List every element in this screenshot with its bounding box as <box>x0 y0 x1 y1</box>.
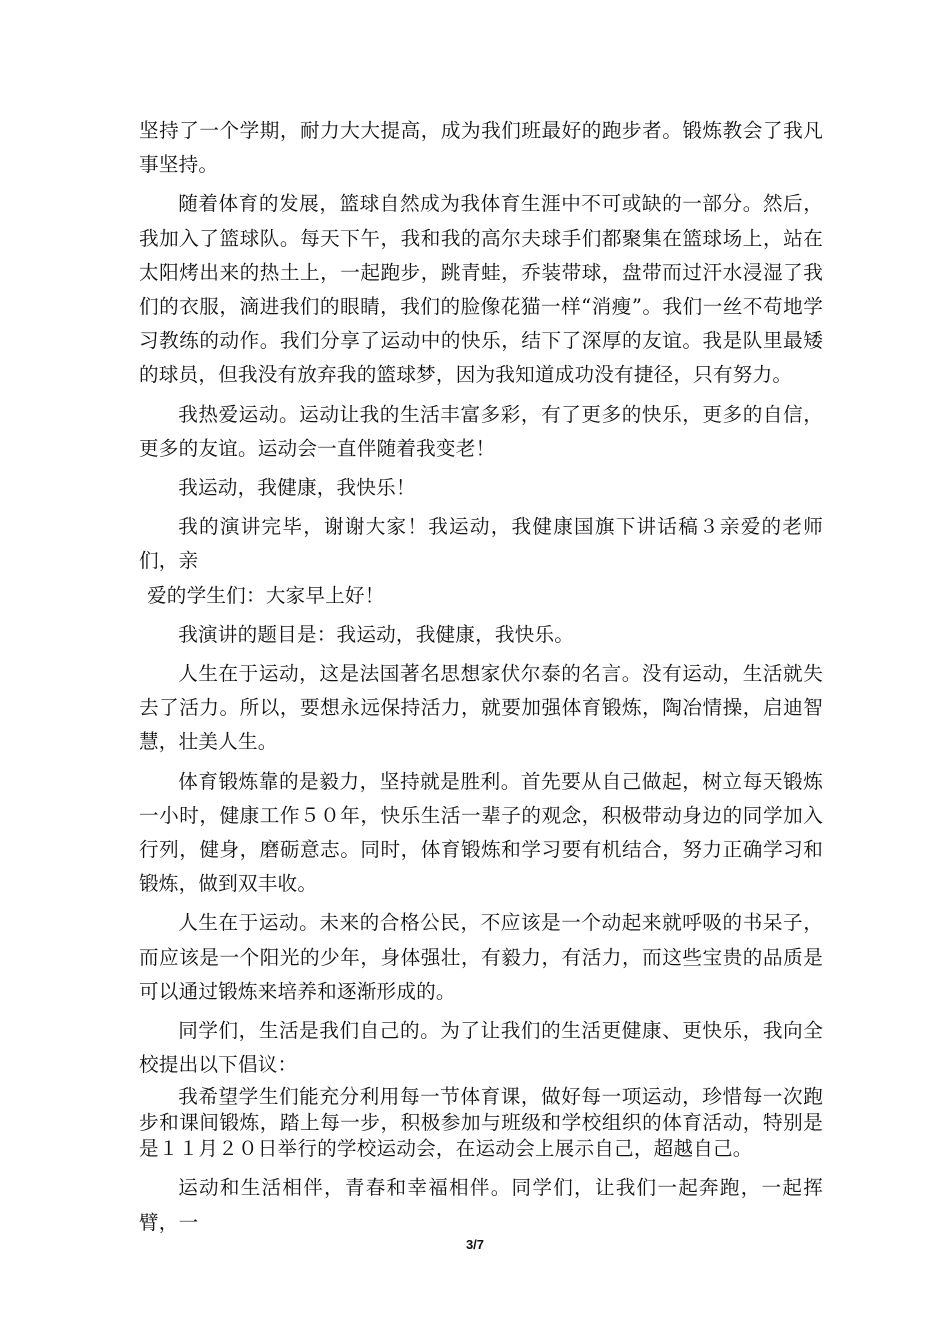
paragraph: 随着体育的发展，篮球自然成为我体育生涯中不可或缺的一部分。然后，我加入了篮球队。每天下午，我和我的高尔夫球手们都聚集在篮球场上，站在太阳烤出来的热土上，一起跑步，跳青蛙，乔装带球，盘带而过汗水浸湿了我们的衣服，滴进我们的眼睛，我们的脸像花猫一样“消瘦”。我们一丝不苟地学习教练的动作。我们分享了运动中的快乐，结下了深厚的友谊。我是队里最矮的球员，但我没有放弃我的篮球梦，因为我知道成功没有捷径，只有努力。 <box>139 192 823 387</box>
paragraph: 我希望学生们能充分利用每一节体育课，做好每一项运动，珍惜每一次跑步和课间锻炼，踏上每一步，积极参加与班级和学校组织的体育活动，特别是是１１月２０日举行的学校运动会，在运动会上展示自己，超越自己。 <box>139 1085 823 1161</box>
paragraph: 同学们，生活是我们自己的。为了让我们的生活更健康、更快乐，我向全校提出以下倡议： <box>139 1019 823 1077</box>
document-body <box>139 114 823 1240</box>
paragraph: 人生在于运动。未来的合格公民，不应该是一个动起来就呼吸的书呆子，而应该是一个阳光的少年，身体强壮，有毅力，有活力，而这些宝贵的品质是可以通过锻炼来培养和逐渐形成的。 <box>139 911 823 1003</box>
paragraph: 运动和生活相伴，青春和幸福相伴。同学们，让我们一起奔跑，一起挥臂，一 <box>139 1176 823 1234</box>
paragraph: 坚持了一个学期，耐力大大提高，成为我们班最好的跑步者。锻炼教会了我凡事坚持。 <box>139 119 823 177</box>
paragraph: 我的演讲完毕，谢谢大家！我运动，我健康国旗下讲话稿３亲爱的老师们，亲 <box>139 515 823 573</box>
paragraph: 我演讲的题目是：我运动，我健康，我快乐。 <box>178 622 575 646</box>
paragraph: 体育锻炼靠的是毅力，坚持就是胜利。首先要从自己做起，树立每天锻炼一小时，健康工作５０年，快乐生活一辈子的观念，积极带动身边的同学加入行列，健身，磨砺意志。同时，体育锻炼和学习要有机结合，努力正确学习和锻炼，做到双丰收。 <box>139 769 823 896</box>
paragraph: 爱的学生们：大家早上好！ <box>147 583 385 607</box>
paragraph: 人生在于运动，这是法国著名思想家伏尔泰的名言。没有运动，生活就失去了活力。所以，要想永远保持活力，就要加强体育锻炼，陶冶情操，启迪智慧，壮美人生。 <box>139 662 823 754</box>
page-number: 3/7 <box>465 1237 485 1252</box>
paragraph: 我热爱运动。运动让我的生活丰富多彩，有了更多的快乐，更多的自信，更多的友谊。运动会一直伴随着我变老！ <box>139 402 823 460</box>
paragraph: 我运动，我健康，我快乐！ <box>178 476 416 500</box>
